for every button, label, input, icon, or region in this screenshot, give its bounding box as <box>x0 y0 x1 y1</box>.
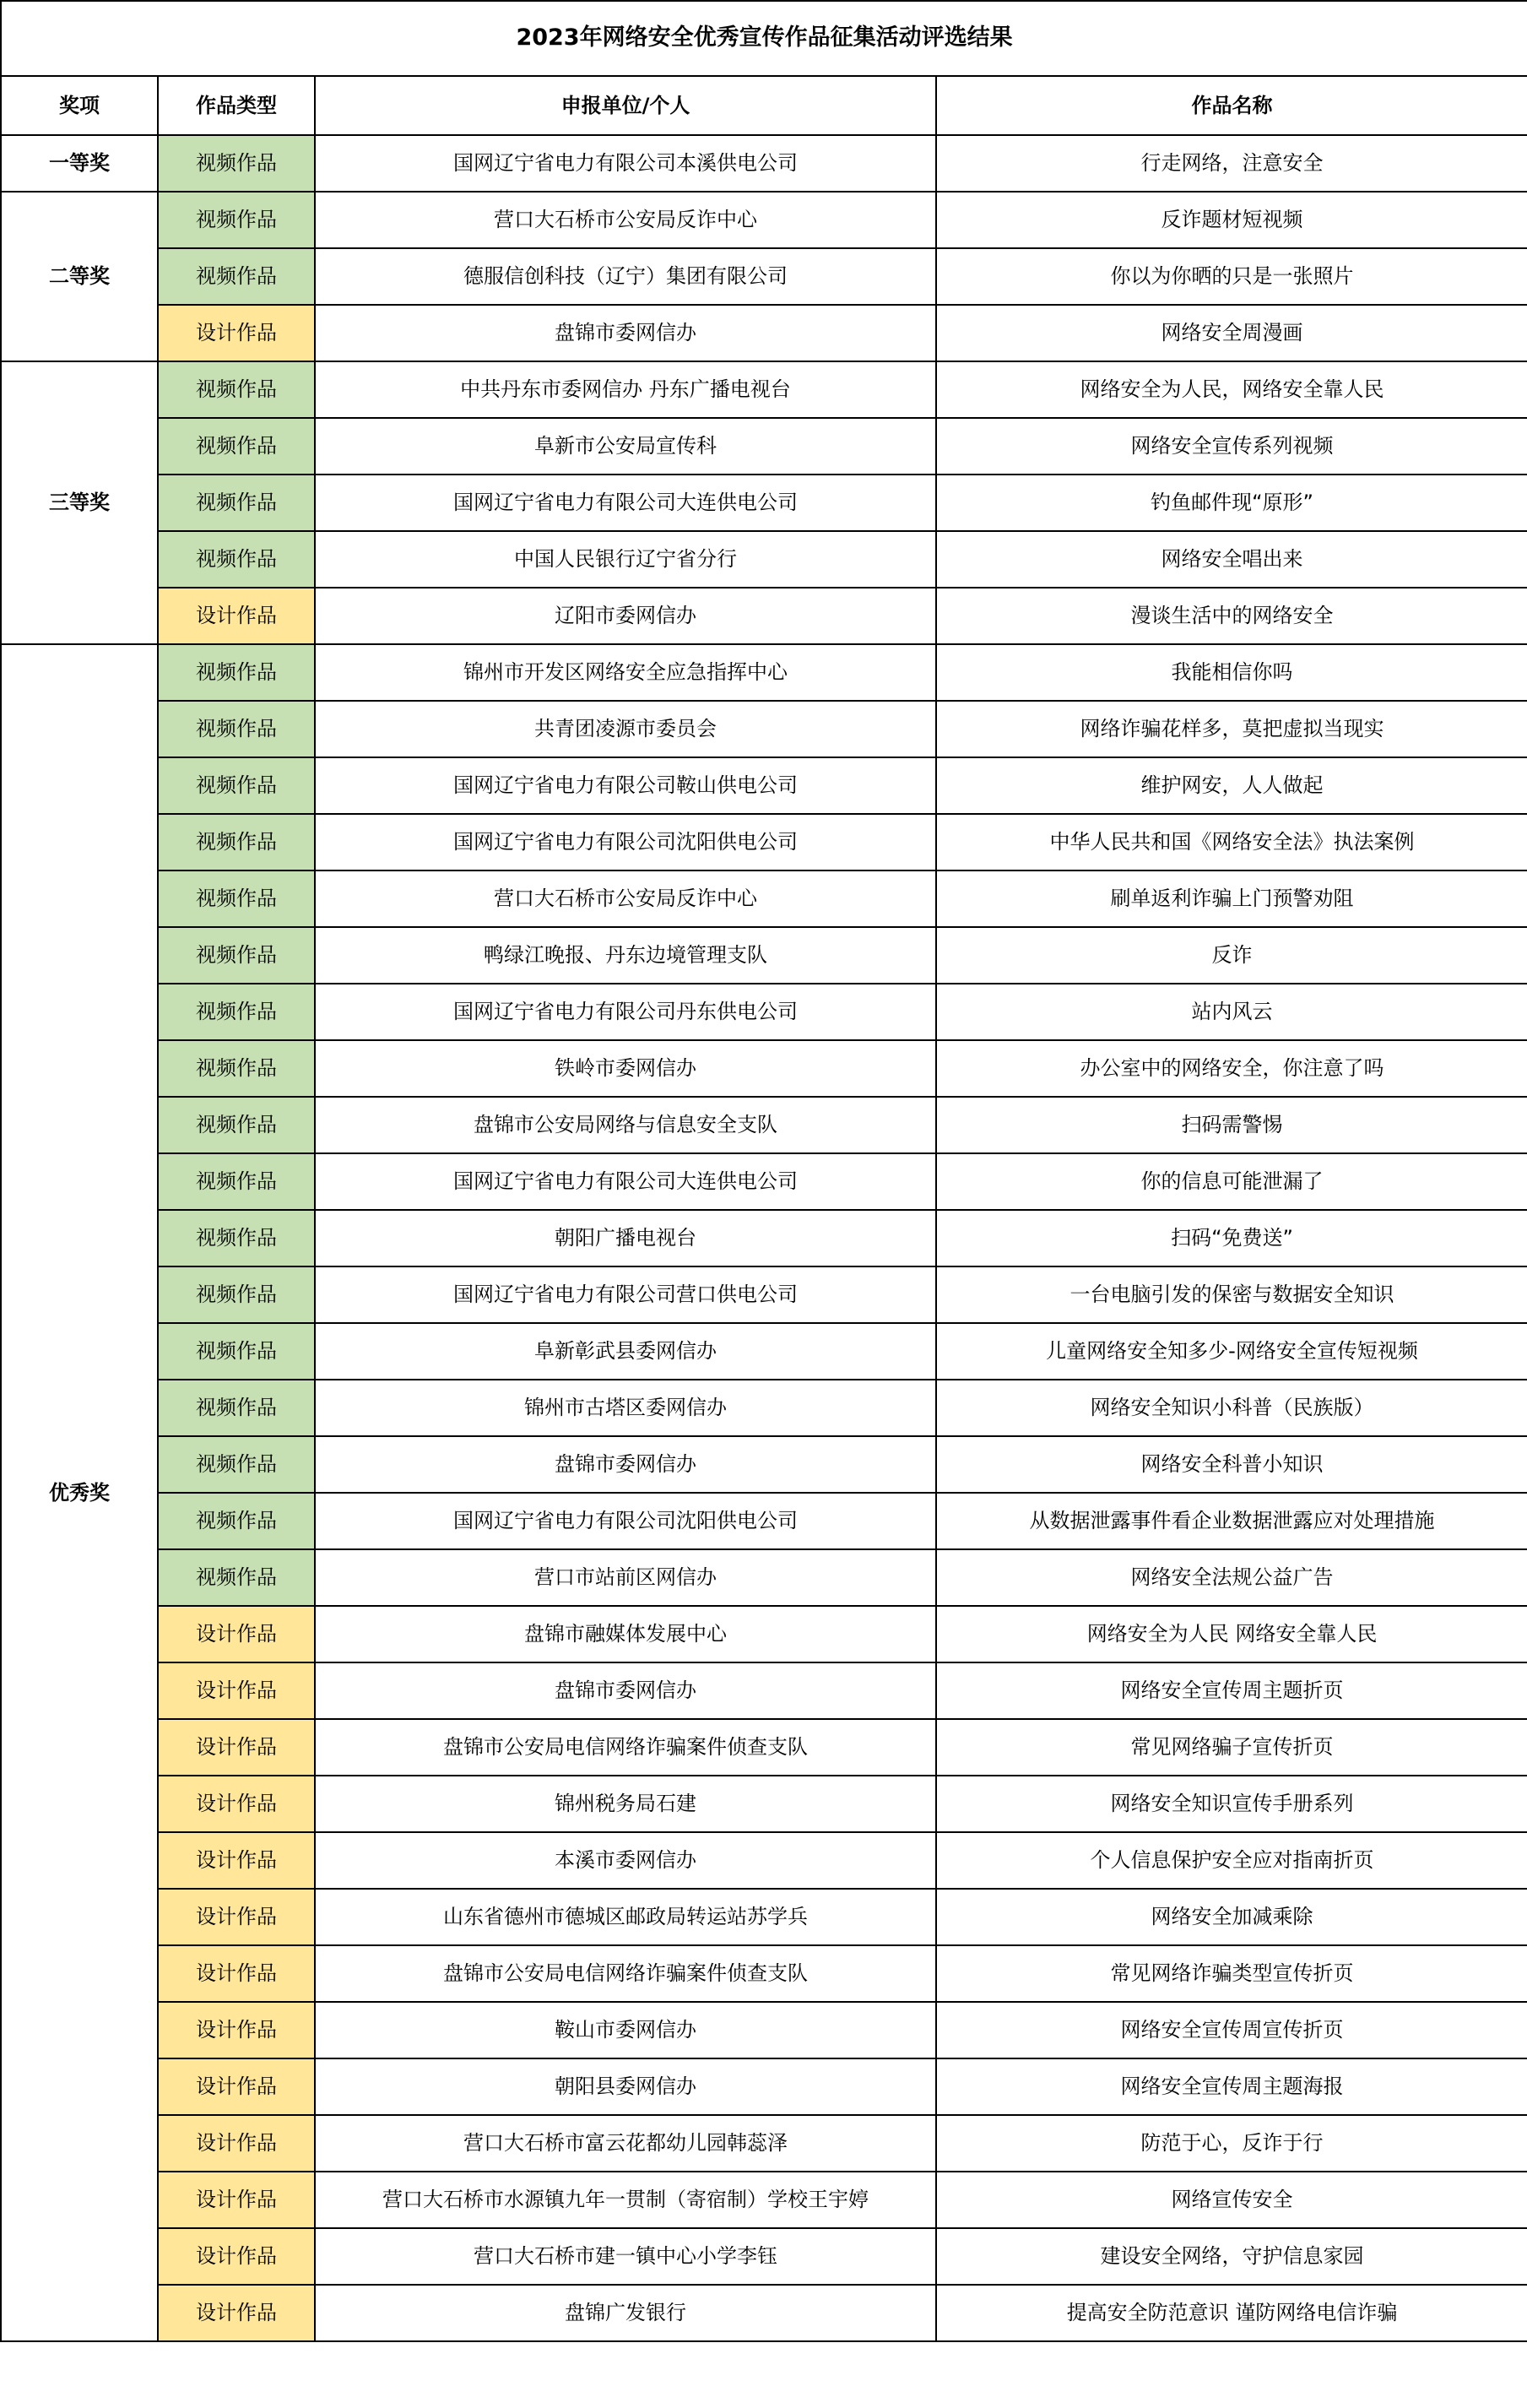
type-cell: 设计作品 <box>158 2228 315 2285</box>
type-cell: 视频作品 <box>158 1493 315 1549</box>
table-row <box>1 2002 1527 2058</box>
work-cell: 个人信息保护安全应对指南折页 <box>936 1832 1527 1889</box>
work-cell: 行走网络，注意安全 <box>936 135 1527 192</box>
unit-cell: 营口大石桥市公安局反诈中心 <box>315 870 936 927</box>
table-row <box>1 1662 1527 1719</box>
type-cell: 视频作品 <box>158 1266 315 1323</box>
work-cell: 办公室中的网络安全，你注意了吗 <box>936 1040 1527 1097</box>
unit-cell: 盘锦市委网信办 <box>315 1436 936 1493</box>
table-row <box>1 1889 1527 1945</box>
unit-cell: 盘锦市委网信办 <box>315 1662 936 1719</box>
work-cell: 你的信息可能泄漏了 <box>936 1153 1527 1210</box>
table-row <box>1 1719 1527 1776</box>
unit-cell: 营口市站前区网信办 <box>315 1549 936 1606</box>
work-cell: 你以为你晒的只是一张照片 <box>936 248 1527 305</box>
type-cell: 视频作品 <box>158 814 315 870</box>
table-row <box>1 814 1527 870</box>
work-cell: 常见网络诈骗类型宣传折页 <box>936 1945 1527 2002</box>
type-cell: 视频作品 <box>158 1436 315 1493</box>
header-type: 作品类型 <box>158 76 315 135</box>
work-cell: 网络安全宣传周宣传折页 <box>936 2002 1527 2058</box>
award-cell: 优秀奖 <box>1 644 158 2341</box>
unit-cell: 本溪市委网信办 <box>315 1832 936 1889</box>
table-row <box>1 475 1527 531</box>
type-cell: 视频作品 <box>158 1097 315 1153</box>
type-cell: 视频作品 <box>158 1549 315 1606</box>
work-cell: 网络宣传安全 <box>936 2172 1527 2228</box>
work-cell: 钓鱼邮件现“原形” <box>936 475 1527 531</box>
table-row <box>1 1493 1527 1549</box>
table-row <box>1 1832 1527 1889</box>
type-cell: 设计作品 <box>158 2172 315 2228</box>
type-cell: 设计作品 <box>158 1776 315 1832</box>
work-cell: 网络安全知识宣传手册系列 <box>936 1776 1527 1832</box>
unit-cell: 阜新市公安局宣传科 <box>315 418 936 475</box>
work-cell: 建设安全网络，守护信息家园 <box>936 2228 1527 2285</box>
type-cell: 设计作品 <box>158 1662 315 1719</box>
work-cell: 一台电脑引发的保密与数据安全知识 <box>936 1266 1527 1323</box>
type-cell: 视频作品 <box>158 870 315 927</box>
type-cell: 设计作品 <box>158 2285 315 2341</box>
work-cell: 我能相信你吗 <box>936 644 1527 701</box>
table-row <box>1 305 1527 361</box>
award-cell: 二等奖 <box>1 192 158 361</box>
table-row <box>1 361 1527 418</box>
table-row <box>1 2228 1527 2285</box>
work-cell: 网络安全法规公益广告 <box>936 1549 1527 1606</box>
unit-cell: 营口大石桥市建一镇中心小学李钰 <box>315 2228 936 2285</box>
type-cell: 视频作品 <box>158 418 315 475</box>
unit-cell: 中国人民银行辽宁省分行 <box>315 531 936 588</box>
unit-cell: 锦州市开发区网络安全应急指挥中心 <box>315 644 936 701</box>
table-row <box>1 870 1527 927</box>
page-title: 2023年网络安全优秀宣传作品征集活动评选结果 <box>1 1 1527 76</box>
work-cell: 漫谈生活中的网络安全 <box>936 588 1527 644</box>
type-cell: 视频作品 <box>158 361 315 418</box>
table-row <box>1 644 1527 701</box>
unit-cell: 中共丹东市委网信办 丹东广播电视台 <box>315 361 936 418</box>
type-cell: 视频作品 <box>158 248 315 305</box>
work-cell: 防范于心，反诈于行 <box>936 2115 1527 2172</box>
unit-cell: 国网辽宁省电力有限公司营口供电公司 <box>315 1266 936 1323</box>
work-cell: 网络安全宣传周主题折页 <box>936 1662 1527 1719</box>
unit-cell: 锦州税务局石建 <box>315 1776 936 1832</box>
type-cell: 视频作品 <box>158 757 315 814</box>
table-row <box>1 1549 1527 1606</box>
work-cell: 网络安全加减乘除 <box>936 1889 1527 1945</box>
unit-cell: 盘锦市委网信办 <box>315 305 936 361</box>
table-row <box>1 192 1527 248</box>
table-row <box>1 1097 1527 1153</box>
unit-cell: 国网辽宁省电力有限公司鞍山供电公司 <box>315 757 936 814</box>
work-cell: 站内风云 <box>936 984 1527 1040</box>
type-cell: 设计作品 <box>158 588 315 644</box>
unit-cell: 国网辽宁省电力有限公司丹东供电公司 <box>315 984 936 1040</box>
unit-cell: 盘锦市公安局网络与信息安全支队 <box>315 1097 936 1153</box>
type-cell: 设计作品 <box>158 2002 315 2058</box>
work-cell: 网络安全宣传周主题海报 <box>936 2058 1527 2115</box>
unit-cell: 盘锦广发银行 <box>315 2285 936 2341</box>
unit-cell: 朝阳广播电视台 <box>315 1210 936 1266</box>
type-cell: 视频作品 <box>158 644 315 701</box>
unit-cell: 山东省德州市德城区邮政局转运站苏学兵 <box>315 1889 936 1945</box>
type-cell: 设计作品 <box>158 2115 315 2172</box>
header-work: 作品名称 <box>936 76 1527 135</box>
work-cell: 网络安全科普小知识 <box>936 1436 1527 1493</box>
table-row <box>1 701 1527 757</box>
table-row <box>1 1153 1527 1210</box>
type-cell: 设计作品 <box>158 1832 315 1889</box>
work-cell: 网络安全唱出来 <box>936 531 1527 588</box>
work-cell: 儿童网络安全知多少-网络安全宣传短视频 <box>936 1323 1527 1380</box>
table-row <box>1 2058 1527 2115</box>
type-cell: 视频作品 <box>158 1040 315 1097</box>
work-cell: 网络安全为人民，网络安全靠人民 <box>936 361 1527 418</box>
table-row <box>1 1040 1527 1097</box>
unit-cell: 锦州市古塔区委网信办 <box>315 1380 936 1436</box>
type-cell: 视频作品 <box>158 1153 315 1210</box>
unit-cell: 德服信创科技（辽宁）集团有限公司 <box>315 248 936 305</box>
table-row <box>1 248 1527 305</box>
table-body <box>1 135 1527 2341</box>
work-cell: 网络安全宣传系列视频 <box>936 418 1527 475</box>
table-row <box>1 2115 1527 2172</box>
header-row <box>1 76 1527 135</box>
type-cell: 视频作品 <box>158 984 315 1040</box>
type-cell: 视频作品 <box>158 531 315 588</box>
unit-cell: 盘锦市公安局电信网络诈骗案件侦查支队 <box>315 1719 936 1776</box>
type-cell: 视频作品 <box>158 1210 315 1266</box>
work-cell: 网络诈骗花样多，莫把虚拟当现实 <box>936 701 1527 757</box>
type-cell: 视频作品 <box>158 927 315 984</box>
type-cell: 设计作品 <box>158 1889 315 1945</box>
award-cell: 三等奖 <box>1 361 158 644</box>
unit-cell: 国网辽宁省电力有限公司沈阳供电公司 <box>315 1493 936 1549</box>
unit-cell: 国网辽宁省电力有限公司大连供电公司 <box>315 1153 936 1210</box>
unit-cell: 国网辽宁省电力有限公司大连供电公司 <box>315 475 936 531</box>
table-row <box>1 588 1527 644</box>
unit-cell: 铁岭市委网信办 <box>315 1040 936 1097</box>
header-award: 奖项 <box>1 76 158 135</box>
table-row <box>1 135 1527 192</box>
table-row <box>1 418 1527 475</box>
table-row <box>1 984 1527 1040</box>
work-cell: 常见网络骗子宣传折页 <box>936 1719 1527 1776</box>
type-cell: 设计作品 <box>158 1945 315 2002</box>
work-cell: 网络安全周漫画 <box>936 305 1527 361</box>
work-cell: 反诈题材短视频 <box>936 192 1527 248</box>
work-cell: 提高安全防范意识 谨防网络电信诈骗 <box>936 2285 1527 2341</box>
unit-cell: 国网辽宁省电力有限公司沈阳供电公司 <box>315 814 936 870</box>
work-cell: 网络安全知识小科普（民族版） <box>936 1380 1527 1436</box>
table-row <box>1 927 1527 984</box>
unit-cell: 营口大石桥市富云花都幼儿园韩蕊泽 <box>315 2115 936 2172</box>
table-row <box>1 1210 1527 1266</box>
type-cell: 设计作品 <box>158 305 315 361</box>
table-row <box>1 2172 1527 2228</box>
table-row <box>1 531 1527 588</box>
unit-cell: 辽阳市委网信办 <box>315 588 936 644</box>
unit-cell: 阜新彰武县委网信办 <box>315 1323 936 1380</box>
work-cell: 扫码需警惕 <box>936 1097 1527 1153</box>
table-row <box>1 1266 1527 1323</box>
type-cell: 视频作品 <box>158 1323 315 1380</box>
work-cell: 扫码“免费送” <box>936 1210 1527 1266</box>
type-cell: 设计作品 <box>158 2058 315 2115</box>
type-cell: 视频作品 <box>158 1380 315 1436</box>
type-cell: 设计作品 <box>158 1719 315 1776</box>
work-cell: 反诈 <box>936 927 1527 984</box>
award-cell: 一等奖 <box>1 135 158 192</box>
table-row <box>1 1776 1527 1832</box>
work-cell: 刷单返利诈骗上门预警劝阻 <box>936 870 1527 927</box>
unit-cell: 共青团凌源市委员会 <box>315 701 936 757</box>
unit-cell: 盘锦市公安局电信网络诈骗案件侦查支队 <box>315 1945 936 2002</box>
unit-cell: 营口大石桥市公安局反诈中心 <box>315 192 936 248</box>
table-row <box>1 1606 1527 1662</box>
table-row <box>1 1436 1527 1493</box>
type-cell: 视频作品 <box>158 475 315 531</box>
table-row <box>1 2285 1527 2341</box>
unit-cell: 国网辽宁省电力有限公司本溪供电公司 <box>315 135 936 192</box>
type-cell: 视频作品 <box>158 135 315 192</box>
work-cell: 维护网安，人人做起 <box>936 757 1527 814</box>
work-cell: 中华人民共和国《网络安全法》执法案例 <box>936 814 1527 870</box>
unit-cell: 朝阳县委网信办 <box>315 2058 936 2115</box>
table-row <box>1 757 1527 814</box>
header-unit: 申报单位/个人 <box>315 76 936 135</box>
table-row <box>1 1380 1527 1436</box>
table-row <box>1 1945 1527 2002</box>
unit-cell: 鸭绿江晚报、丹东边境管理支队 <box>315 927 936 984</box>
unit-cell: 鞍山市委网信办 <box>315 2002 936 2058</box>
work-cell: 从数据泄露事件看企业数据泄露应对处理措施 <box>936 1493 1527 1549</box>
work-cell: 网络安全为人民 网络安全靠人民 <box>936 1606 1527 1662</box>
table-row <box>1 1323 1527 1380</box>
unit-cell: 营口大石桥市水源镇九年一贯制（寄宿制）学校王宇婷 <box>315 2172 936 2228</box>
type-cell: 视频作品 <box>158 701 315 757</box>
unit-cell: 盘锦市融媒体发展中心 <box>315 1606 936 1662</box>
type-cell: 设计作品 <box>158 1606 315 1662</box>
type-cell: 视频作品 <box>158 192 315 248</box>
